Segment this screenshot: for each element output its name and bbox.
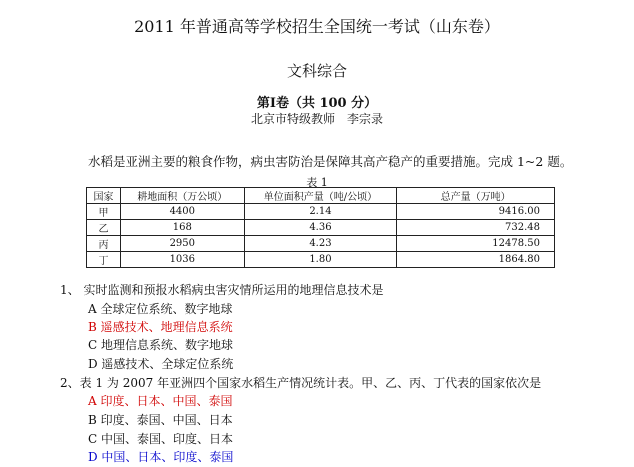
question-1-stem: 1、 实时监测和预报水稻病虫害灾情所运用的地理信息技术是	[60, 283, 384, 297]
table-cell-area: 2950	[120, 236, 244, 252]
table-header-row	[87, 188, 555, 204]
question-1-option-a: A 全球定位系统、数字地球	[88, 302, 233, 316]
question-2-option-a: A 印度、日本、中国、泰国	[88, 394, 233, 408]
question-2-option-b: B 印度、泰国、中国、日本	[88, 413, 233, 427]
table-header-cell: 耕地面积（万公顷）	[120, 188, 244, 204]
author-line: 北京市特级教师 李宗录	[250, 112, 383, 126]
table-cell-yield: 1.80	[244, 252, 397, 268]
table-cell-country: 丙	[87, 236, 121, 252]
exam-title: 2011 年普通高等学校招生全国统一考试（山东卷）	[134, 17, 500, 36]
table-header-cell: 国家	[87, 188, 121, 204]
exam-subtitle: 文科综合	[286, 62, 347, 80]
table-cell-total: 1864.80	[397, 252, 555, 268]
intro-paragraph: 水稻是亚洲主要的粮食作物，病虫害防治是保障其高产稳产的重要措施。完成 1~2 题。	[88, 154, 573, 169]
table-cell-total: 12478.50	[397, 236, 555, 252]
volume-heading: 第Ⅰ卷（共 100 分）	[256, 96, 378, 111]
table-header-cell: 总产量（万吨）	[397, 188, 555, 204]
table-cell-country: 乙	[87, 220, 121, 236]
table-row	[87, 252, 555, 268]
question-1-option-d: D 遥感技术、全球定位系统	[88, 357, 234, 371]
question-1-option-c: C 地理信息系统、数字地球	[88, 338, 233, 352]
table-cell-area: 168	[120, 220, 244, 236]
table-cell-country: 丁	[87, 252, 121, 268]
table-row	[87, 220, 555, 236]
question-2-option-d: D 中国、日本、印度、泰国	[88, 450, 234, 464]
table-cell-yield: 4.23	[244, 236, 397, 252]
table-cell-total: 9416.00	[397, 204, 555, 220]
question-2-stem: 2、表 1 为 2007 年亚洲四个国家水稻生产情况统计表。甲、乙、丙、丁代表的国家依次是	[60, 376, 542, 390]
table-cell-area: 1036	[120, 252, 244, 268]
table-header-cell: 单位面积产量（吨/公顷）	[244, 188, 397, 204]
question-1-option-b: B 遥感技术、地理信息系统	[88, 320, 233, 334]
table-cell-yield: 2.14	[244, 204, 397, 220]
table-row	[87, 204, 555, 220]
table-cell-area: 4400	[120, 204, 244, 220]
table-cell-country: 甲	[87, 204, 121, 220]
table-cell-total: 732.48	[397, 220, 555, 236]
table-row	[87, 236, 555, 252]
question-2-option-c: C 中国、泰国、印度、日本	[88, 432, 233, 446]
rice-production-table	[86, 187, 555, 268]
table-cell-yield: 4.36	[244, 220, 397, 236]
table-caption: 表 1	[306, 176, 328, 189]
